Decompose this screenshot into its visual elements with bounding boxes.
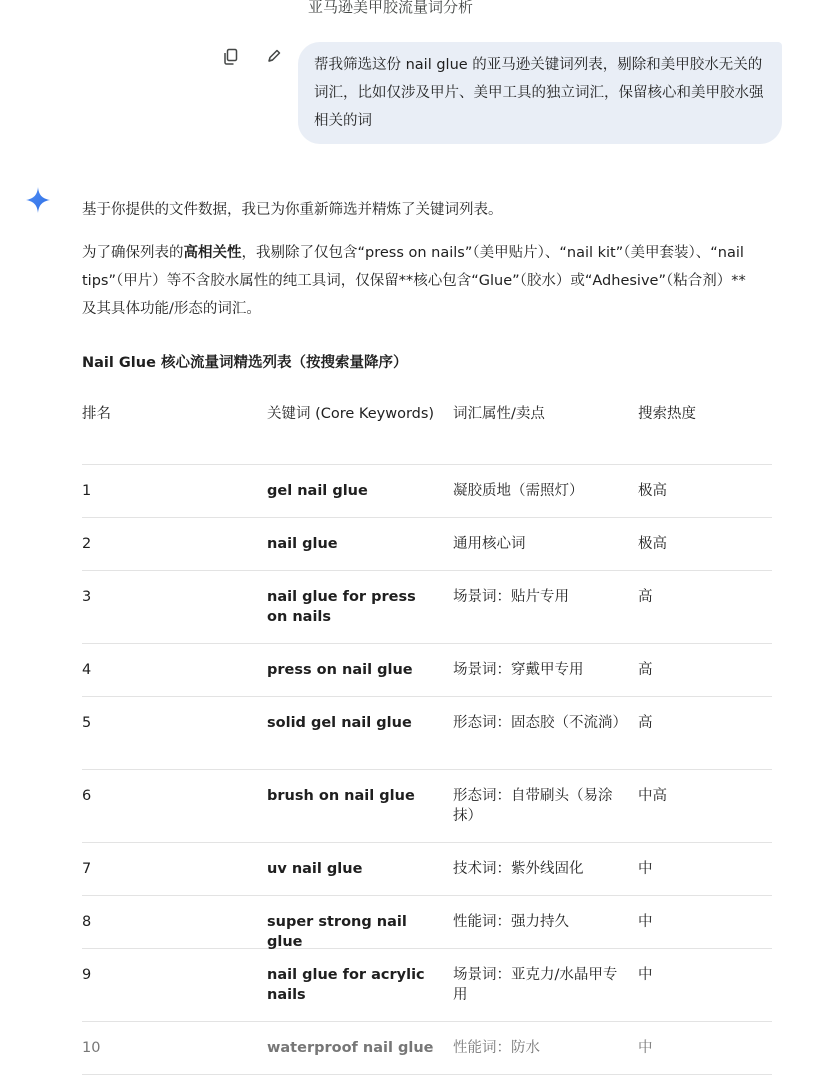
table-row xyxy=(82,896,772,949)
heat-cell: 中 xyxy=(638,1040,653,1056)
keyword-table xyxy=(82,404,772,1075)
conversation-title: 亚马逊美甲胶流量词分析 xyxy=(308,0,474,16)
keyword-cell: solid gel nail glue xyxy=(267,715,412,731)
user-message-actions xyxy=(218,44,288,68)
keyword-cell: gel nail glue xyxy=(267,483,368,499)
table-row xyxy=(82,949,772,1022)
rank-cell: 6 xyxy=(82,788,92,804)
heat-cell: 中 xyxy=(638,914,653,930)
copy-icon[interactable] xyxy=(220,45,242,67)
table-title: Nail Glue 核心流量词精选列表（按搜索量降序） xyxy=(82,355,408,371)
user-message-bubble: 帮我筛选这份 nail glue 的亚马逊关键词列表，剔除和美甲胶水无关的词汇，比如仅涉及甲片、美甲工具的独立词汇，保留核心和美甲胶水强相关的词 xyxy=(298,42,782,144)
keyword-cell: nail glue for acrylic nails xyxy=(267,967,425,1003)
para-text-start: 为了确保列表的 xyxy=(82,245,184,261)
rank-cell: 2 xyxy=(82,536,92,552)
rank-cell: 4 xyxy=(82,662,92,678)
keyword-cell: brush on nail glue xyxy=(267,788,415,804)
rank-cell: 3 xyxy=(82,589,92,605)
table-row xyxy=(82,571,772,644)
keyword-cell: waterproof nail glue xyxy=(267,1040,434,1056)
table-row xyxy=(82,770,772,843)
rank-cell: 7 xyxy=(82,861,92,877)
rank-cell: 10 xyxy=(82,1040,101,1056)
heat-cell: 高 xyxy=(638,715,653,731)
header-rank: 排名 xyxy=(82,406,111,422)
pencil-icon[interactable] xyxy=(263,45,285,67)
heat-cell: 高 xyxy=(638,662,653,678)
table-row xyxy=(82,697,772,770)
para-text-end: ，我剔除了仅包含“press on nails”（美甲贴片）、“nail kit”（美甲套装）、“nail tips”（甲片）等不含胶水属性的纯工具词，仅保留**核心包含“Glue”（胶水）或“Adhesive”（粘合剂）**及其具体功能/形态的词汇。 xyxy=(82,245,746,317)
attribute-cell: 技术词：紫外线固化 xyxy=(453,861,584,877)
heat-cell: 中 xyxy=(638,967,653,983)
heat-cell: 中 xyxy=(638,861,653,877)
header-attribute: 词汇属性/卖点 xyxy=(453,406,545,422)
attribute-cell: 凝胶质地（需照灯） xyxy=(453,483,584,499)
gemini-sparkle-icon xyxy=(25,186,51,214)
attribute-cell: 场景词：穿戴甲专用 xyxy=(453,662,584,678)
table-row xyxy=(82,644,772,697)
rank-cell: 5 xyxy=(82,715,92,731)
table-row xyxy=(82,518,772,571)
heat-cell: 极高 xyxy=(638,536,667,552)
table-header-row xyxy=(82,404,772,465)
rank-cell: 1 xyxy=(82,483,92,499)
keyword-cell: press on nail glue xyxy=(267,662,413,678)
attribute-cell: 性能词：防水 xyxy=(453,1040,540,1056)
response-intro: 基于你提供的文件数据，我已为你重新筛选并精炼了关键词列表。 xyxy=(82,202,503,218)
attribute-cell: 形态词：自带刷头（易涂抹） xyxy=(453,788,613,824)
header-heat: 搜索热度 xyxy=(638,406,696,422)
attribute-cell: 形态词：固态胶（不流淌） xyxy=(453,715,627,731)
keyword-cell: nail glue xyxy=(267,536,338,552)
heat-cell: 极高 xyxy=(638,483,667,499)
attribute-cell: 场景词：贴片专用 xyxy=(453,589,569,605)
table-row xyxy=(82,465,772,518)
rank-cell: 9 xyxy=(82,967,92,983)
attribute-cell: 通用核心词 xyxy=(453,536,526,552)
table-row xyxy=(82,843,772,896)
header-keyword: 关键词 (Core Keywords) xyxy=(267,406,435,422)
keyword-cell: nail glue for press on nails xyxy=(267,589,416,625)
table-row xyxy=(82,1022,772,1075)
heat-cell: 中高 xyxy=(638,788,667,804)
keyword-cell: uv nail glue xyxy=(267,861,363,877)
attribute-cell: 性能词：强力持久 xyxy=(453,914,569,930)
keyword-cell: super strong nail glue xyxy=(267,914,407,950)
response-paragraph xyxy=(82,239,752,323)
attribute-cell: 场景词：亚克力/水晶甲专用 xyxy=(453,967,618,1003)
heat-cell: 高 xyxy=(638,589,653,605)
rank-cell: 8 xyxy=(82,914,92,930)
para-bold-text: 高相关性 xyxy=(183,245,242,261)
